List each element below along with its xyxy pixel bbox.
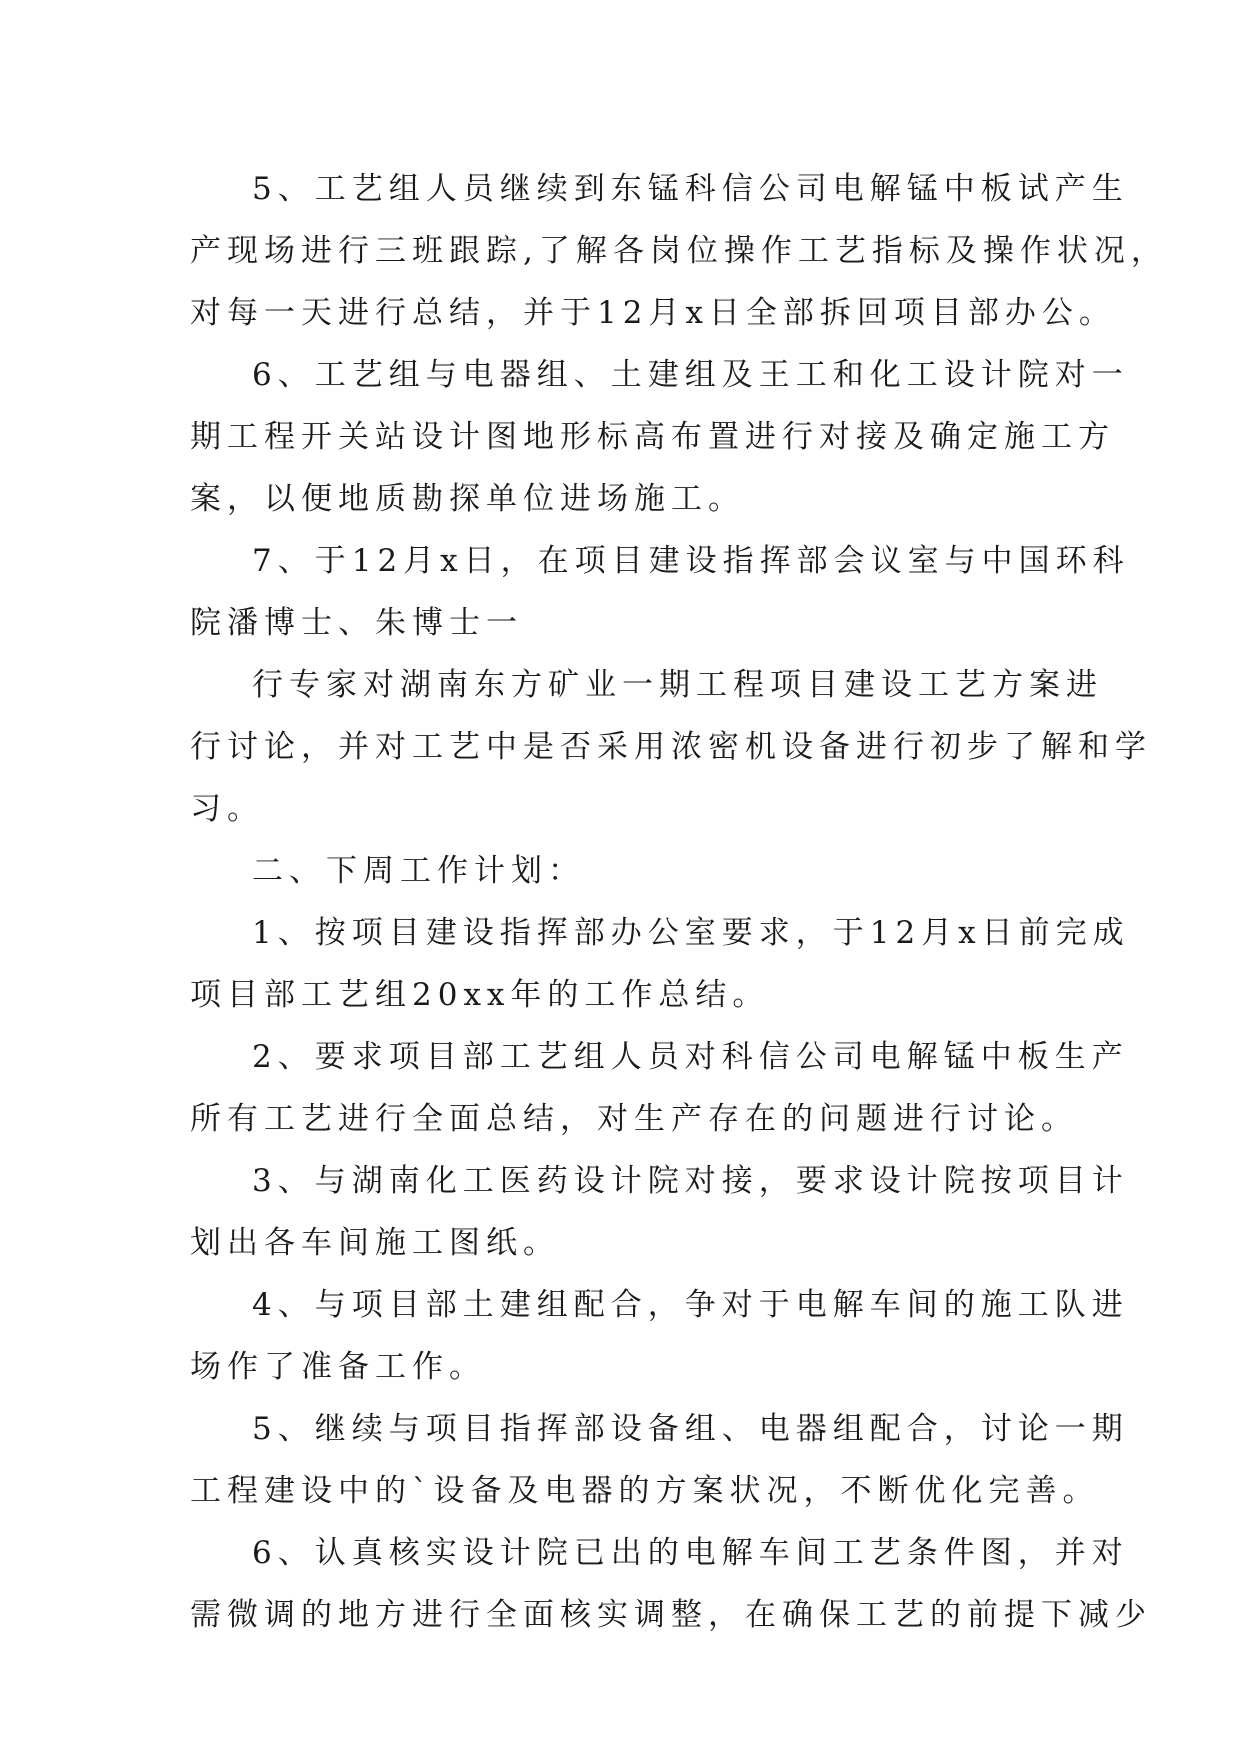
- text-line: 行讨论，并对工艺中是否采用浓密机设备进行初步了解和学: [190, 729, 1152, 765]
- text-line: 1、按项目建设指挥部办公室要求，于12月x日前完成: [252, 915, 1130, 951]
- text-line: 5、继续与项目指挥部设备组、电器组配合，讨论一期: [252, 1411, 1129, 1447]
- text-line: 7、于12月x日，在项目建设指挥部会议室与中国环科: [252, 543, 1130, 579]
- text-line: 5、工艺组人员继续到东锰科信公司电解锰中板试产生: [252, 171, 1129, 207]
- text-line: 项目部工艺组20xx年的工作总结。: [190, 977, 770, 1013]
- text-line: 3、与湖南化工医药设计院对接，要求设计院按项目计: [252, 1163, 1129, 1199]
- text-line: 所有工艺进行全面总结，对生产存在的问题进行讨论。: [190, 1101, 1078, 1137]
- text-line: 6、工艺组与电器组、土建组及王工和化工设计院对一: [252, 357, 1129, 393]
- text-line: 行专家对湖南东方矿业一期工程项目建设工艺方案进: [252, 667, 1103, 703]
- text-line: 院潘博士、朱博士一: [190, 605, 523, 641]
- text-line: 4、与项目部土建组配合，争对于电解车间的施工队进: [252, 1287, 1129, 1323]
- text-line: 需微调的地方进行全面核实调整，在确保工艺的前提下减少: [190, 1597, 1152, 1633]
- text-line: 2、要求项目部工艺组人员对科信公司电解锰中板生产: [252, 1039, 1129, 1075]
- text-line: 习。: [190, 791, 264, 827]
- text-line: 期工程开关站设计图地形标高布置进行对接及确定施工方: [190, 419, 1115, 455]
- text-line: 划出各车间施工图纸。: [190, 1225, 560, 1261]
- text-line: 场作了准备工作。: [190, 1349, 486, 1385]
- text-line: 6、认真核实设计院已出的电解车间工艺条件图，并对: [252, 1535, 1129, 1571]
- text-line: 工程建设中的`设备及电器的方案状况，不断优化完善。: [190, 1473, 1100, 1509]
- text-line: 对每一天进行总结，并于12月x日全部拆回项目部办公。: [190, 295, 1116, 331]
- text-line: 二、下周工作计划：: [252, 853, 585, 889]
- text-line: 案，以便地质勘探单位进场施工。: [190, 481, 745, 517]
- document-body: [190, 158, 1168, 1646]
- text-line: 产现场进行三班跟踪,了解各岗位操作工艺指标及操作状况，: [190, 233, 1168, 269]
